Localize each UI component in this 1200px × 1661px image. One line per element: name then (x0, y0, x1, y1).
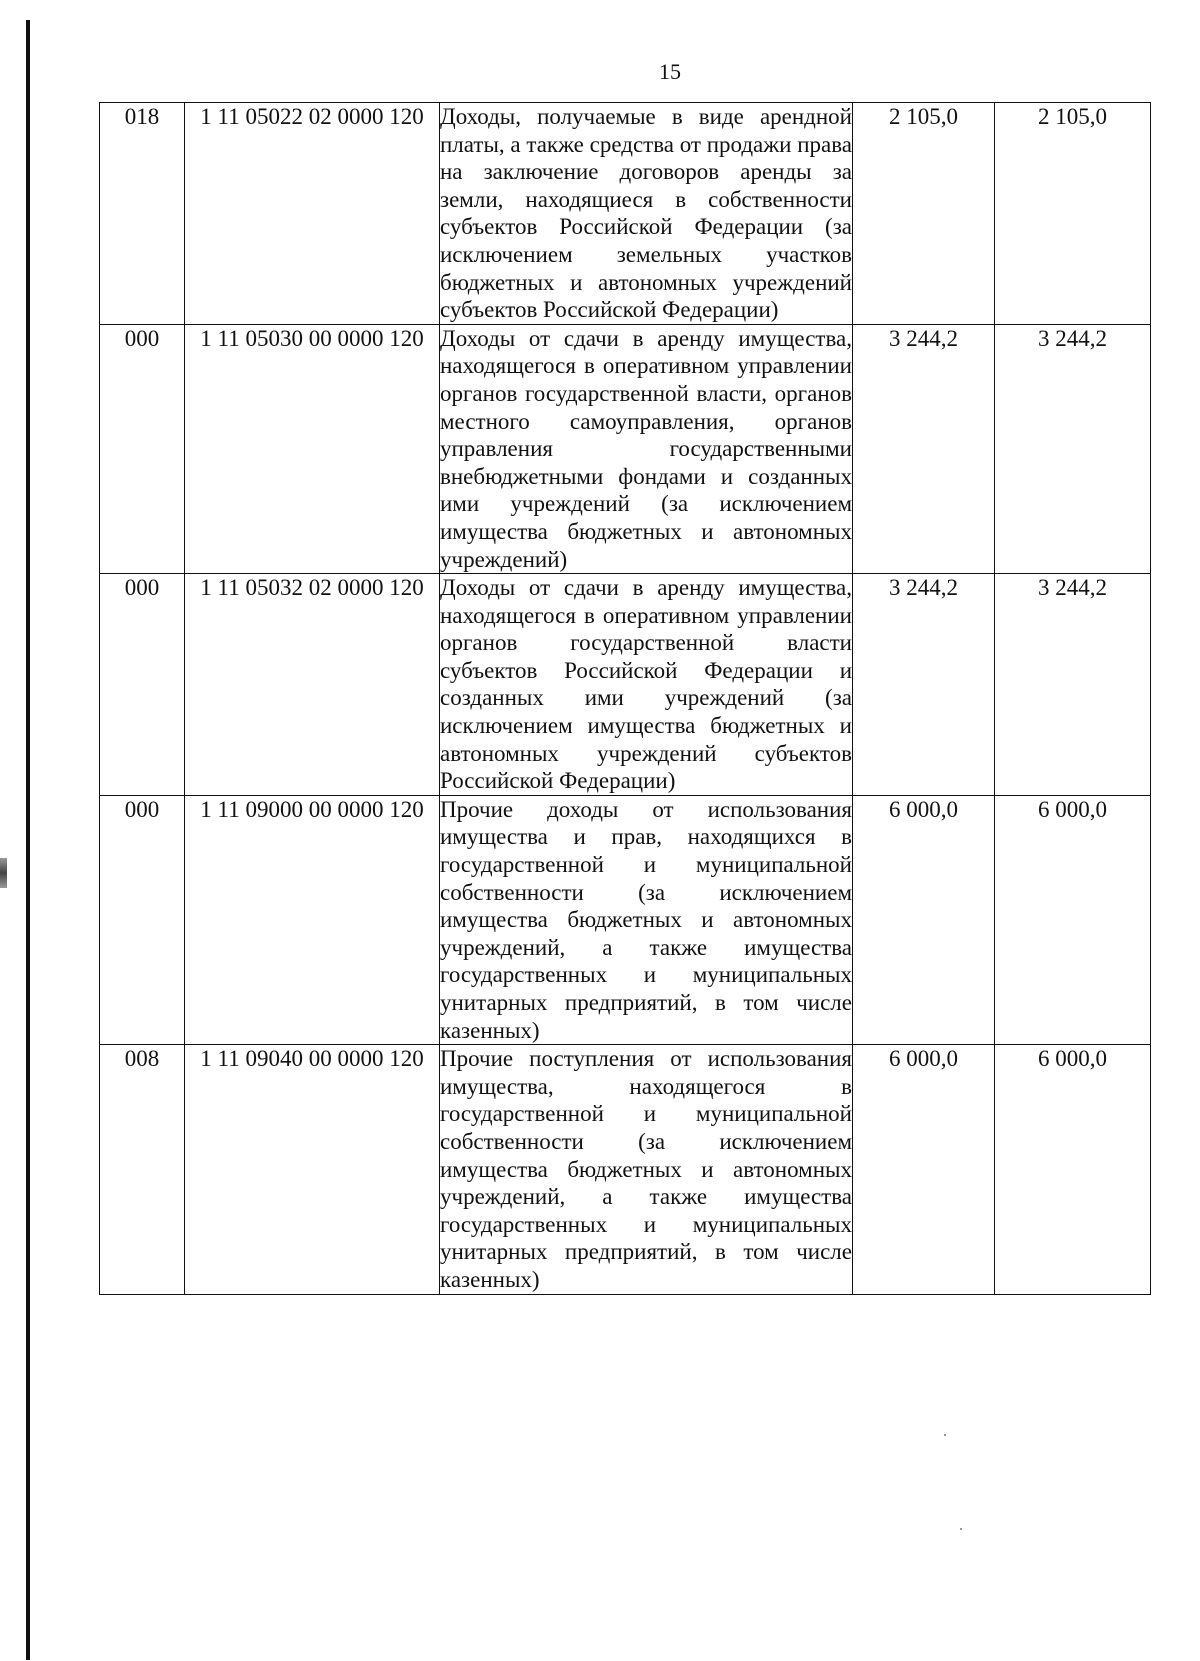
admin-code-cell: 018 (100, 103, 185, 325)
revenue-name-cell: Прочие доходы от использования имущества и прав, находящихся в государственной и муниципальной собственности (за исключением имущества бюджетных и автономных учреждений, а также имущества государственных и муниципальных унитарных предприятий, в том числе казенных) (440, 795, 853, 1044)
admin-code-cell: 000 (100, 574, 185, 796)
page-number: 15 (659, 59, 681, 84)
revenue-name-cell: Доходы от сдачи в аренду имущества, находящегося в оперативном управлении органов государственной власти субъектов Российской Федерации и созданных ими учреждений (за исключением имущества бюджетных и автономных учреждений субъектов Российской Федерации) (440, 574, 853, 796)
revenue-name-cell: Прочие поступления от использования имущества, находящегося в государственной и муниципальной собственности (за исключением имущества бюджетных и автономных учреждений, а также имущества государственных и муниципальных унитарных предприятий, в том числе казенных) (440, 1045, 853, 1294)
amount-year1-cell: 6 000,0 (853, 1045, 995, 1294)
admin-code-cell: 000 (100, 324, 185, 573)
scan-speck (944, 1434, 946, 1436)
amount-year2-cell: 2 105,0 (995, 103, 1151, 325)
revenue-name-cell: Доходы от сдачи в аренду имущества, находящегося в оперативном управлении органов государственной власти, органов местного самоуправления, органов управления государственными внебюджетными фондами и созданных ими учреждений (за исключением имущества бюджетных и автономных учреждений) (440, 324, 853, 573)
amount-year1-cell: 6 000,0 (853, 795, 995, 1044)
amount-year2-cell: 3 244,2 (995, 324, 1151, 573)
scan-left-edge (26, 20, 30, 1660)
table-row (100, 795, 1151, 1044)
revenue-table (99, 102, 1151, 1295)
admin-code-cell: 008 (100, 1045, 185, 1294)
admin-code-cell: 000 (100, 795, 185, 1044)
budget-code-cell: 1 11 05022 02 0000 120 (185, 103, 440, 325)
budget-code-cell: 1 11 05032 02 0000 120 (185, 574, 440, 796)
amount-year2-cell: 6 000,0 (995, 1045, 1151, 1294)
scan-speck (960, 1528, 962, 1530)
amount-year1-cell: 3 244,2 (853, 324, 995, 573)
budget-code-cell: 1 11 09040 00 0000 120 (185, 1045, 440, 1294)
budget-code-cell: 1 11 09000 00 0000 120 (185, 795, 440, 1044)
amount-year2-cell: 6 000,0 (995, 795, 1151, 1044)
table-row (100, 103, 1151, 325)
budget-code-cell: 1 11 05030 00 0000 120 (185, 324, 440, 573)
revenue-name-cell: Доходы, получаемые в виде арендной платы, а также средства от продажи права на заключение договоров аренды за земли, находящиеся в собственности субъектов Российской Федерации (за исключением земельных участков бюджетных и автономных учреждений субъектов Российской Федерации) (440, 103, 853, 325)
amount-year2-cell: 3 244,2 (995, 574, 1151, 796)
table-row (100, 324, 1151, 573)
amount-year1-cell: 2 105,0 (853, 103, 995, 325)
table-row (100, 574, 1151, 796)
scan-binding-mark (0, 858, 7, 888)
table-row (100, 1045, 1151, 1294)
amount-year1-cell: 3 244,2 (853, 574, 995, 796)
